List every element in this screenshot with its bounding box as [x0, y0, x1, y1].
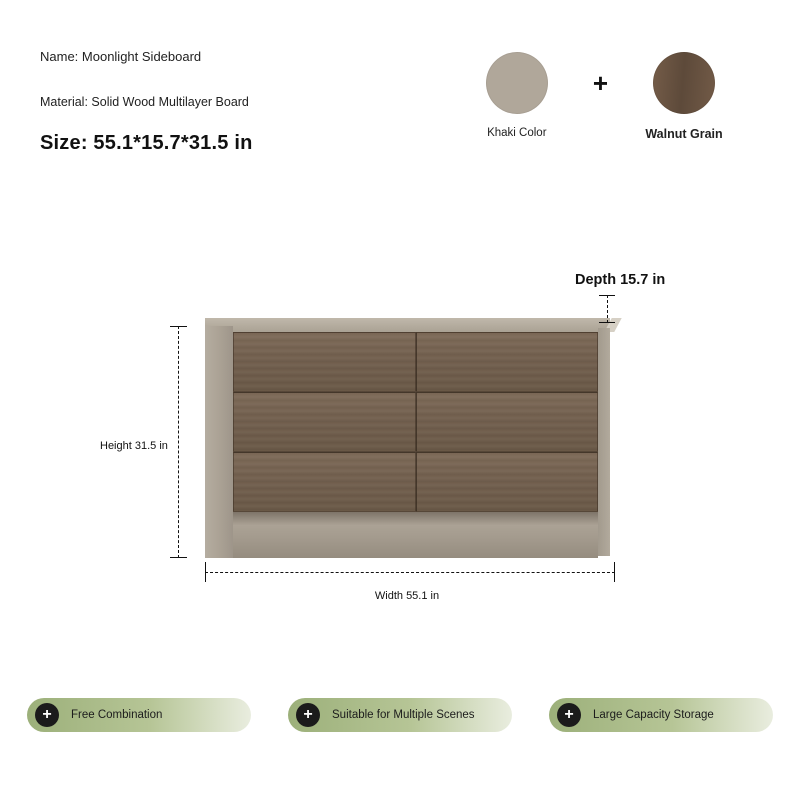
plus-icon: + — [35, 703, 59, 727]
depth-dimension-cap-bottom — [599, 322, 615, 323]
swatch-khaki-label: Khaki Color — [487, 127, 547, 139]
width-dimension-line — [205, 572, 615, 573]
sideboard-top-surface — [205, 318, 610, 332]
plus-icon: + — [296, 703, 320, 727]
sideboard-left-panel — [205, 326, 233, 558]
swatch-walnut[interactable] — [626, 52, 742, 141]
drawer — [416, 332, 599, 392]
swatch-plus-symbol: + — [592, 68, 608, 98]
swatch-walnut-dot — [653, 52, 715, 114]
width-dimension-cap-right — [614, 562, 615, 582]
product-material: Material: Solid Wood Multilayer Board — [40, 95, 249, 109]
product-name: Name: Moonlight Sideboard — [40, 49, 202, 64]
height-dimension-cap-bottom — [170, 557, 187, 558]
swatch-khaki-dot — [486, 52, 548, 114]
feature-pill-free-combination[interactable] — [27, 698, 251, 732]
depth-dimension-line — [607, 295, 608, 323]
feature-pill-label: Suitable for Multiple Scenes — [332, 709, 475, 721]
feature-pill-label: Free Combination — [71, 709, 163, 721]
color-swatch-group — [459, 52, 742, 141]
product-spec-block — [40, 48, 460, 155]
height-dimension-line — [178, 326, 179, 558]
drawer — [416, 452, 599, 512]
width-dimension-label: Width 55.1 in — [374, 590, 440, 602]
drawer-row — [233, 392, 598, 452]
sideboard-drawer-grid — [233, 332, 598, 512]
feature-pill-label: Large Capacity Storage — [593, 709, 714, 721]
drawer — [416, 392, 599, 452]
drawer — [233, 392, 416, 452]
drawer-row — [233, 332, 598, 392]
height-dimension-label: Height 31.5 in — [100, 440, 168, 452]
swatch-khaki[interactable] — [459, 52, 575, 139]
product-dimension-diagram — [0, 250, 800, 630]
depth-dimension-label: Depth 15.7 in — [575, 272, 666, 288]
plus-icon: + — [557, 703, 581, 727]
drawer-row — [233, 452, 598, 512]
sideboard-right-panel — [598, 328, 610, 556]
drawer — [233, 332, 416, 392]
feature-pill-group — [0, 698, 800, 732]
sideboard-base-shadow — [233, 512, 598, 525]
width-dimension-cap-left — [205, 562, 206, 582]
feature-pill-multiple-scenes[interactable] — [288, 698, 512, 732]
depth-dimension-cap-top — [599, 295, 615, 296]
swatch-walnut-label: Walnut Grain — [645, 127, 723, 141]
feature-pill-large-capacity[interactable] — [549, 698, 773, 732]
drawer — [233, 452, 416, 512]
sideboard-illustration — [205, 318, 610, 558]
height-dimension-cap-top — [170, 326, 187, 327]
product-size: Size: 55.1*15.7*31.5 in — [40, 132, 253, 154]
